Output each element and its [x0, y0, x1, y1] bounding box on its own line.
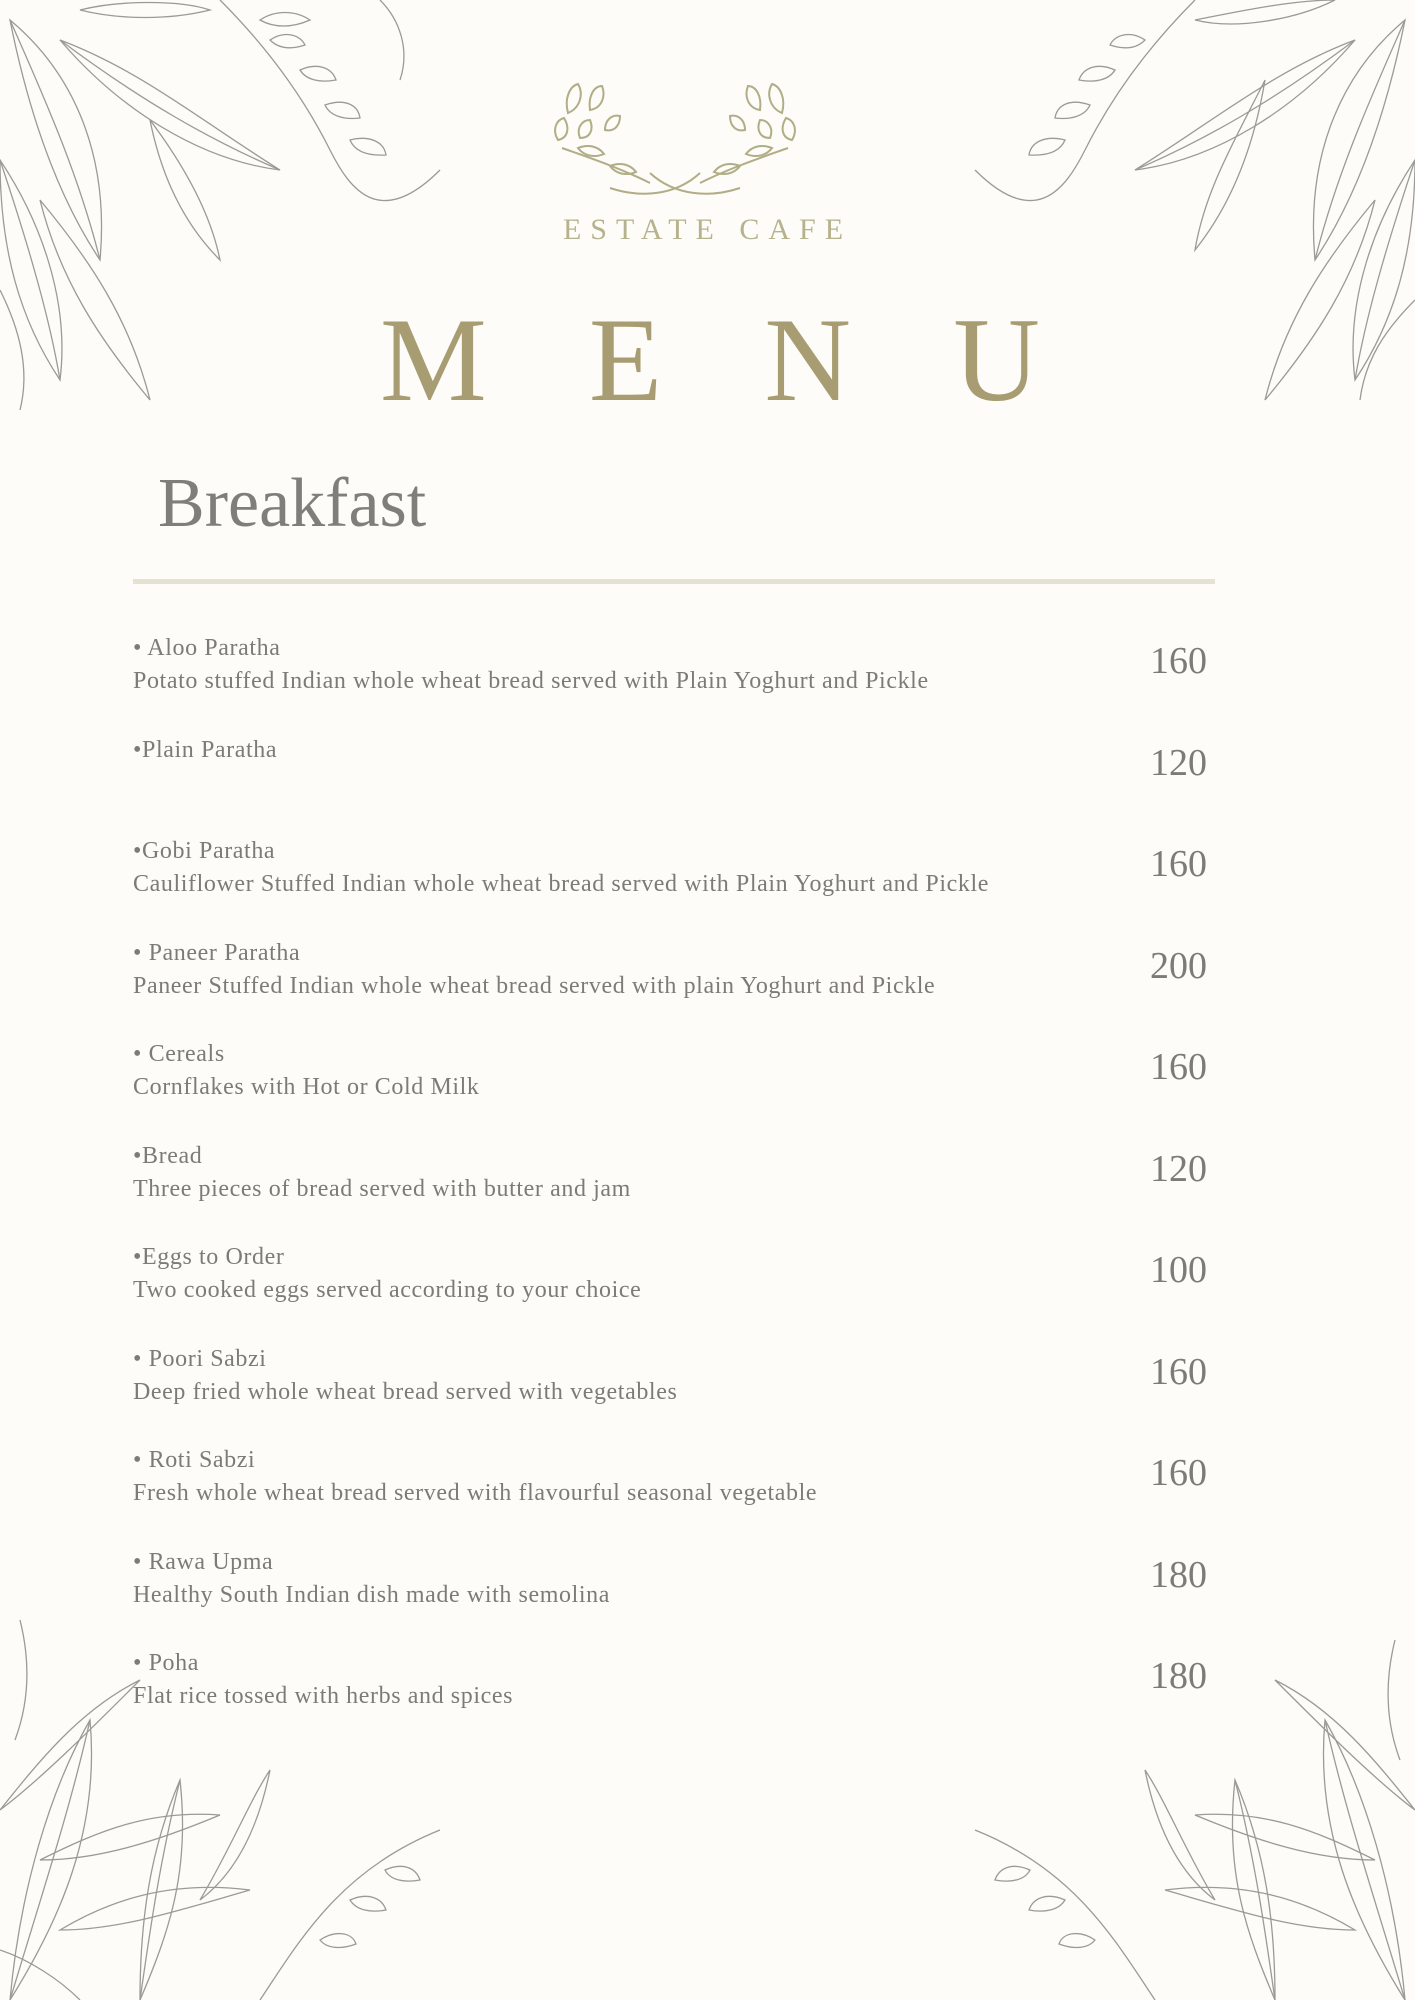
item-price: 180	[1150, 1553, 1207, 1596]
menu-item	[133, 1647, 1213, 1749]
item-name: •Plain Paratha	[133, 736, 278, 763]
item-price: 160	[1150, 843, 1207, 885]
menu-item	[133, 1546, 1213, 1648]
item-description: Potato stuffed Indian whole wheat bread served with Plain Yoghurt and Pickle	[133, 668, 929, 694]
item-price: 160	[1150, 1350, 1207, 1393]
item-price: 200	[1150, 944, 1207, 987]
menu-title-letter: N	[764, 293, 852, 426]
item-description: Flat rice tossed with herbs and spices	[133, 1683, 514, 1709]
item-name: • Cereals	[133, 1041, 225, 1067]
menu-title-letter: U	[953, 293, 1040, 426]
section-heading: Breakfast	[158, 465, 427, 542]
item-description: Paneer Stuffed Indian whole wheat bread served with plain Yoghurt and Pickle	[133, 972, 936, 999]
menu-title-letter: E	[588, 293, 663, 426]
item-description: Cauliflower Stuffed Indian whole wheat bread served with Plain Yoghurt and Pickle	[133, 871, 989, 897]
menu-item	[133, 1241, 1213, 1343]
item-name: • Paneer Paratha	[133, 939, 301, 966]
item-description: Deep fried whole wheat bread served with vegetables	[133, 1378, 678, 1405]
item-price: 120	[1150, 1147, 1207, 1190]
menu-item	[133, 1343, 1213, 1445]
menu-title	[380, 290, 1040, 430]
menu-item	[133, 937, 1213, 1039]
menu-item	[133, 1038, 1213, 1140]
item-price: 160	[1150, 1046, 1207, 1088]
cafe-name: ESTATE CAFE	[562, 213, 853, 246]
item-price: 100	[1150, 1249, 1207, 1291]
item-description: Three pieces of bread served with butter and jam	[133, 1175, 631, 1202]
item-name: •Bread	[133, 1142, 203, 1169]
item-name: • Poori Sabzi	[133, 1345, 267, 1372]
item-description: Fresh whole wheat bread served with flavourful seasonal vegetable	[133, 1480, 818, 1506]
item-description: Cornflakes with Hot or Cold Milk	[133, 1074, 480, 1100]
olive-branch-wreath-icon	[550, 78, 800, 203]
menu-list	[133, 632, 1213, 1749]
menu-item	[133, 1444, 1213, 1546]
item-price: 180	[1150, 1655, 1207, 1697]
item-name: • Poha	[133, 1650, 200, 1676]
menu-title-letter: M	[380, 293, 487, 426]
menu-item	[133, 1140, 1213, 1242]
item-price: 160	[1150, 1452, 1207, 1494]
menu-item	[133, 835, 1213, 937]
menu-item	[133, 734, 1213, 836]
item-description: Healthy South Indian dish made with semolina	[133, 1581, 610, 1608]
item-name: •Gobi Paratha	[133, 838, 276, 864]
item-price: 160	[1150, 640, 1207, 682]
item-name: • Rawa Upma	[133, 1548, 274, 1575]
section-divider	[133, 579, 1215, 584]
item-price: 120	[1150, 741, 1207, 784]
item-name: • Roti Sabzi	[133, 1447, 256, 1473]
menu-item	[133, 632, 1213, 734]
item-name: •Eggs to Order	[133, 1244, 285, 1270]
item-name: • Aloo Paratha	[133, 635, 281, 661]
item-description: Two cooked eggs served according to your choice	[133, 1277, 642, 1303]
